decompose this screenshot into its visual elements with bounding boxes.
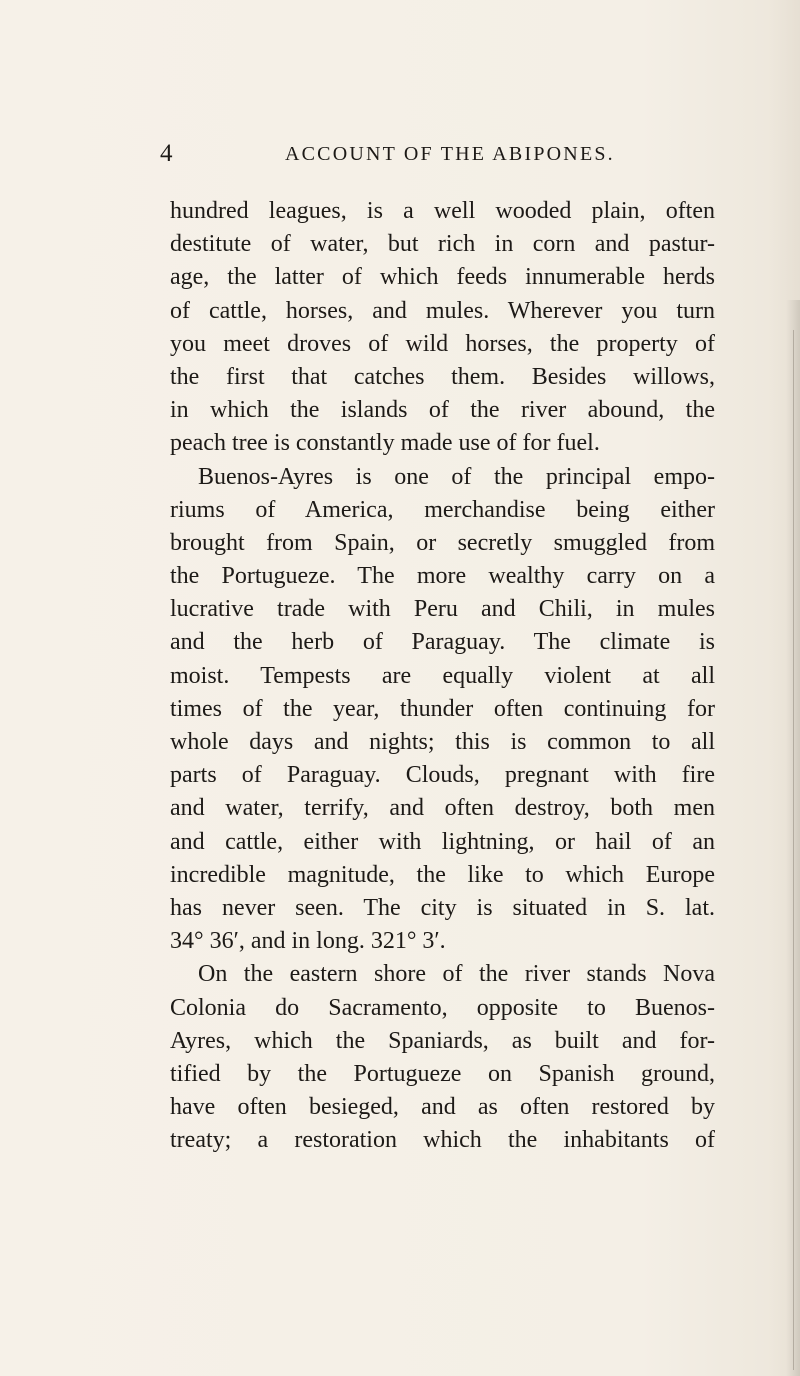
body-text: [170, 195, 715, 1157]
text-line: On the eastern shore of the river stands Nova: [198, 961, 715, 988]
text-line: you meet droves of wild horses, the property of: [170, 330, 715, 357]
page-header: [160, 140, 720, 168]
text-line: destitute of water, but rich in corn and pastur-: [170, 231, 715, 258]
text-line: has never seen. The city is situated in S. lat.: [170, 894, 715, 921]
text-line: whole days and nights; this is common to all: [170, 729, 715, 755]
page-edge-line: [793, 330, 794, 1370]
text-line: Colonia do Sacramento, opposite to Buenos-: [170, 994, 715, 1021]
text-line: the first that catches them. Besides willows,: [170, 363, 715, 390]
text-line: and water, terrify, and often destroy, both men: [170, 795, 715, 822]
page-number: 4: [160, 140, 173, 167]
text-line: moist. Tempests are equally violent at all: [170, 662, 715, 689]
text-line: treaty; a restoration which the inhabitants of: [170, 1127, 715, 1154]
text-line: brought from Spain, or secretly smuggled from: [170, 529, 715, 556]
text-line: incredible magnitude, the like to which Europe: [170, 861, 715, 888]
running-head: ACCOUNT OF THE ABIPONES.: [285, 143, 615, 165]
text-line: the Portugueze. The more wealthy carry on a: [170, 563, 715, 590]
text-line: have often besieged, and as often restored by: [170, 1094, 715, 1121]
text-line: of cattle, horses, and mules. Wherever you turn: [170, 297, 715, 324]
text-line: riums of America, merchandise being either: [170, 496, 715, 523]
text-line: Buenos-Ayres is one of the principal empo-: [198, 463, 715, 490]
text-line: parts of Paraguay. Clouds, pregnant with fire: [170, 762, 715, 789]
text-line: age, the latter of which feeds innumerable herds: [170, 264, 715, 291]
text-line: peach tree is constantly made use of for fuel.: [170, 430, 600, 457]
text-line: and the herb of Paraguay. The climate is: [170, 629, 715, 656]
text-line: Ayres, which the Spaniards, as built and for-: [170, 1027, 715, 1054]
text-line: 34° 36′, and in long. 321° 3′.: [170, 928, 446, 955]
text-line: tified by the Portugueze on Spanish ground,: [170, 1060, 715, 1087]
text-line: lucrative trade with Peru and Chili, in mules: [170, 596, 715, 623]
text-line: in which the islands of the river abound, the: [170, 397, 715, 424]
text-line: and cattle, either with lightning, or hail of an: [170, 828, 715, 855]
text-line: hundred leagues, is a well wooded plain, often: [170, 198, 715, 224]
text-line: times of the year, thunder often continuing for: [170, 695, 715, 722]
